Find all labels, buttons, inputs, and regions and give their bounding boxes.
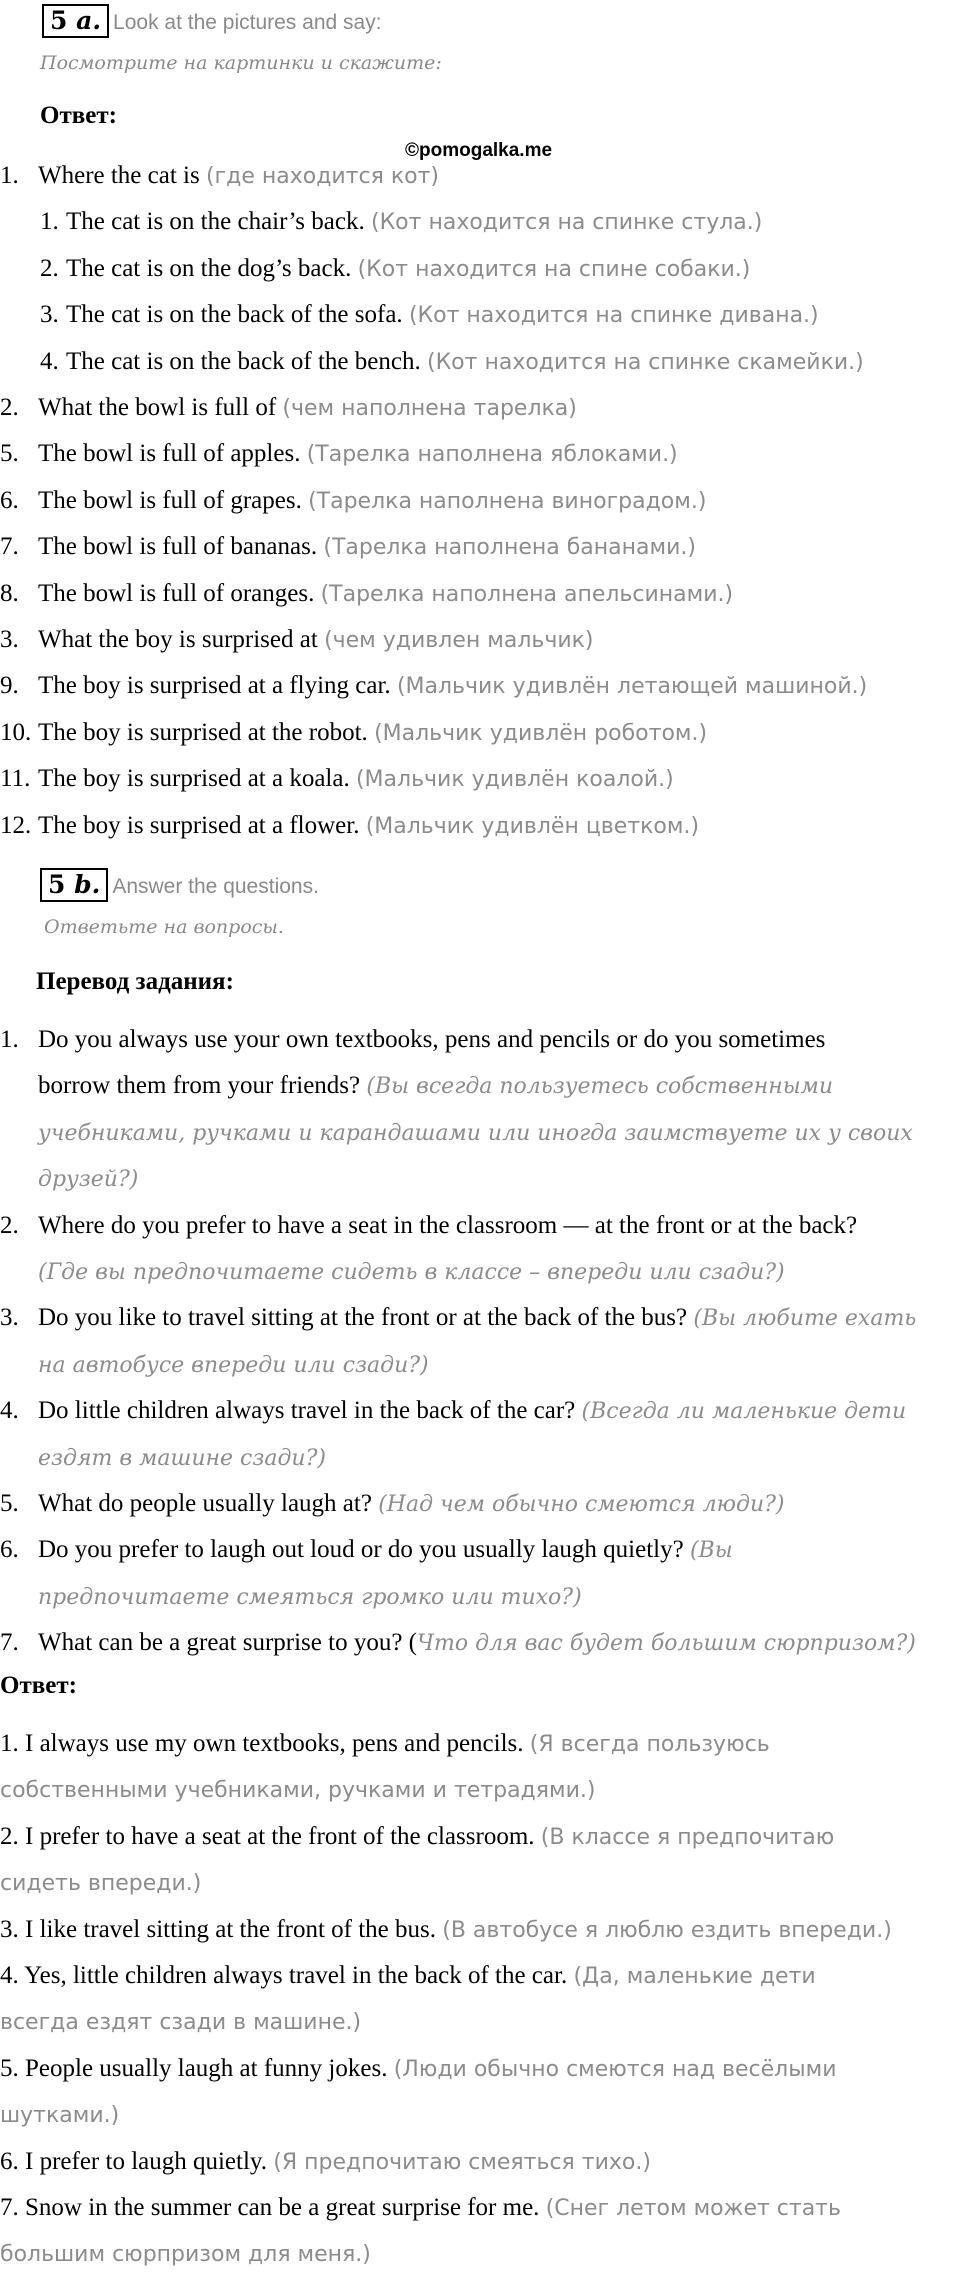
- item-text-ru: (Кот находится на спине собаки.): [357, 256, 751, 282]
- question-text-en: borrow them from your friends?: [38, 1072, 367, 1100]
- question-line: [0, 1527, 733, 1574]
- answer-text-en: 1. I always use my own textbooks, pens and pencils.: [0, 1730, 530, 1757]
- item-text-ru: (Мальчик удивлён цветком.): [365, 813, 700, 839]
- task-b-answer-heading: Ответ:: [0, 1672, 77, 1699]
- question-line: [0, 1295, 916, 1342]
- item-text-en: The bowl is full of bananas.: [38, 533, 324, 561]
- item-text-en: The bowl is full of oranges.: [38, 579, 321, 607]
- answer-line: [0, 2231, 371, 2278]
- item-text-ru: (Кот находится на спинке дивана.): [408, 303, 819, 329]
- item-text-en: The bowl is full of apples.: [38, 440, 307, 468]
- item-text-en: Where the cat is: [38, 162, 206, 189]
- item-text-ru: (Тарелка наполнена яблоками.): [306, 442, 678, 468]
- item-text-ru: (Кот находится на спинке скамейки.): [426, 349, 864, 375]
- answer-text-ru: (Я предпочитаю смеяться тихо.): [273, 2149, 651, 2175]
- task-b-instruction-en: Answer the questions.: [112, 875, 319, 898]
- item-text-ru: (чем удивлен мальчик): [324, 628, 594, 653]
- answer-text-ru: (Да, маленькие дети: [573, 1964, 816, 1989]
- task-a-row: [40, 339, 864, 386]
- task-a-instruction-ru: Посмотрите на картинки и скажите:: [40, 52, 442, 74]
- question-line: [0, 1620, 916, 1667]
- item-number: 2.: [40, 254, 59, 282]
- question-line: [0, 1342, 429, 1389]
- question-text-en: What can be a great surprise to you? (: [38, 1629, 418, 1657]
- answer-text-ru: сидеть впереди.): [0, 1871, 202, 1897]
- task-b-translation-heading: Перевод задания:: [36, 968, 234, 995]
- task-a-row: [0, 803, 699, 850]
- answer-text-en: 5. People usually laugh at funny jokes.: [0, 2054, 394, 2082]
- question-text-ru: (Вы всегда пользуетесь собственными: [366, 1074, 834, 1100]
- question-text-ru: предпочитаете смеяться громко или тихо?): [38, 1584, 582, 1610]
- question-text-en: Where do you prefer to have a seat in the classroom — at the front or at the back?: [38, 1211, 858, 1239]
- question-line: [0, 1249, 785, 1296]
- task-a-row: [0, 153, 439, 200]
- task-a-row: [0, 478, 706, 525]
- question-text-en: Do you prefer to laugh out loud or do you usually laugh quietly?: [38, 1536, 690, 1564]
- task-b-label-letter: b.: [74, 870, 101, 899]
- item-number: 6.: [0, 486, 19, 514]
- question-text-en: Do you always use your own textbooks, pens and pencils or do you sometimes: [38, 1026, 826, 1053]
- answer-line: [0, 2185, 841, 2232]
- question-text-ru: Что для вас будет большим сюрпризом?): [417, 1631, 916, 1657]
- question-number: 1.: [0, 1026, 19, 1053]
- question-line: [0, 1203, 857, 1249]
- answer-text-en: 7. Snow in the summer can be a great surprise for me.: [0, 2194, 546, 2221]
- item-text-en: The cat is on the back of the sofa.: [66, 301, 409, 329]
- task-a-row: [0, 756, 674, 803]
- task-a-row: [0, 385, 577, 432]
- task-a-label: [42, 4, 109, 38]
- question-text-ru: учебниками, ручками и карандашами или иногда заимствуете их у своих: [38, 1120, 913, 1146]
- item-number: 12.: [0, 811, 32, 839]
- answer-line: [0, 2046, 837, 2093]
- question-line: [0, 1110, 913, 1157]
- item-text-ru: (Мальчик удивлён коалой.): [355, 767, 674, 793]
- answer-text-ru: (В автобусе я люблю ездить впереди.): [442, 1917, 892, 1943]
- question-text-ru: (Вы любите ехать: [693, 1306, 917, 1332]
- answer-line: [0, 1721, 770, 1768]
- task-b-instruction-ru: Ответьте на вопросы.: [44, 916, 284, 938]
- question-line: [0, 1156, 138, 1203]
- question-number: 7.: [0, 1629, 19, 1657]
- item-text-en: The boy is surprised at a koala.: [38, 765, 356, 793]
- answer-line: [0, 1953, 816, 2000]
- task-a-row: [40, 292, 819, 339]
- answer-text-ru: (Снег летом может стать: [545, 2196, 841, 2221]
- item-number: 2.: [0, 394, 19, 421]
- answer-line: [0, 1814, 834, 1861]
- question-line: [0, 1063, 833, 1110]
- task-a-answer-heading: Ответ:: [40, 102, 117, 129]
- item-text-ru: (чем наполнена тарелка): [282, 396, 577, 421]
- question-text-en: What do people usually laugh at?: [38, 1490, 379, 1517]
- watermark: ©pomogalka.me: [405, 140, 553, 161]
- task-a-row: [0, 571, 733, 618]
- item-text-en: The cat is on the chair’s back.: [66, 208, 371, 236]
- item-number: 7.: [0, 533, 19, 561]
- answer-text-en: 4. Yes, little children always travel in the back of the car.: [0, 1962, 574, 1989]
- question-text-ru: (Вы: [689, 1538, 733, 1564]
- answer-text-en: 6. I prefer to laugh quietly.: [0, 2147, 274, 2175]
- item-number: 3.: [40, 301, 59, 329]
- answer-text-ru: (Я всегда пользуюсь: [529, 1732, 770, 1757]
- item-text-ru: (где находится кот): [205, 164, 439, 189]
- question-text-ru: друзей?): [38, 1167, 139, 1193]
- answer-text-ru: (Люди обычно смеются над весёлыми: [393, 2056, 837, 2082]
- answer-line: [0, 1767, 595, 1814]
- item-text-ru: (Тарелка наполнена виноградом.): [308, 488, 707, 514]
- answer-line: [0, 1999, 361, 2046]
- question-text-ru: (Где вы предпочитаете сидеть в классе – впереди или сзади?): [38, 1260, 785, 1285]
- question-line: [0, 1388, 906, 1435]
- task-a-row: [0, 710, 707, 757]
- answer-text-ru: (В классе я предпочитаю: [540, 1824, 835, 1850]
- question-line: [0, 1017, 825, 1063]
- question-text-ru: на автобусе впереди или сзади?): [38, 1352, 429, 1378]
- question-text-ru: (Всегда ли маленькие дети: [581, 1399, 907, 1425]
- task-a-instruction-en: Look at the pictures and say:: [113, 11, 382, 34]
- answer-line: [0, 2139, 651, 2186]
- task-b-label-number: 5: [48, 870, 66, 899]
- answer-text-en: 2. I prefer to have a seat at the front of the classroom.: [0, 1822, 541, 1850]
- task-a-row: [0, 617, 594, 664]
- answer-line: [0, 1860, 201, 1907]
- item-number: 8.: [0, 579, 19, 607]
- item-text-en: What the boy is surprised at: [38, 626, 325, 653]
- item-text-en: The boy is surprised at a flying car.: [38, 672, 397, 700]
- question-line: [0, 1481, 785, 1528]
- item-number: 1.: [40, 208, 59, 236]
- question-number: 4.: [0, 1397, 19, 1425]
- question-number: 2.: [0, 1211, 19, 1239]
- answer-text-ru: шутками.): [0, 2103, 120, 2129]
- answer-text-en: 3. I like travel sitting at the front of the bus.: [0, 1915, 443, 1943]
- question-number: 6.: [0, 1536, 19, 1564]
- item-text-ru: (Мальчик удивлён роботом.): [374, 720, 708, 746]
- task-a-row: [40, 246, 750, 293]
- answer-text-ru: большим сюрпризом для меня.): [0, 2242, 371, 2268]
- answer-text-ru: всегда ездят сзади в машине.): [0, 2010, 362, 2036]
- item-text-en: The cat is on the dog’s back.: [66, 254, 358, 282]
- task-a-row: [0, 431, 678, 478]
- task-a-row: [0, 663, 867, 710]
- item-text-en: The boy is surprised at a flower.: [38, 811, 366, 839]
- item-number: 10.: [0, 718, 32, 746]
- question-text-en: Do you like to travel sitting at the front or at the back of the bus?: [38, 1304, 694, 1332]
- question-line: [0, 1435, 326, 1482]
- task-b-header: [40, 868, 319, 902]
- task-a-header: [42, 4, 382, 38]
- question-number: 3.: [0, 1304, 19, 1332]
- answer-line: [0, 1907, 892, 1954]
- task-a-row: [0, 524, 696, 571]
- item-number: 9.: [0, 672, 19, 700]
- item-number: 5.: [0, 440, 19, 468]
- item-text-ru: (Мальчик удивлён летающей машиной.): [396, 674, 868, 700]
- item-text-en: The boy is surprised at the robot.: [38, 718, 375, 746]
- item-text-en: What the bowl is full of: [38, 394, 283, 421]
- question-number: 5.: [0, 1490, 19, 1517]
- answer-text-ru: собственными учебниками, ручками и тетрадями.): [0, 1778, 596, 1804]
- task-a-row: [40, 199, 762, 246]
- question-text-ru: ездят в машине сзади?): [38, 1445, 326, 1471]
- task-a-label-number: 5: [50, 6, 68, 35]
- item-number: 3.: [0, 626, 19, 653]
- question-line: [0, 1574, 582, 1621]
- item-text-ru: (Тарелка наполнена апельсинами.): [320, 581, 734, 607]
- question-text-ru: (Над чем обычно смеются люди?): [378, 1492, 785, 1517]
- item-number: 1.: [0, 162, 19, 189]
- answer-line: [0, 2092, 119, 2139]
- task-b-label: [40, 868, 108, 902]
- question-text-en: Do little children always travel in the back of the car?: [38, 1397, 582, 1425]
- item-text-ru: (Кот находится на спинке стула.): [370, 210, 763, 236]
- item-text-ru: (Тарелка наполнена бананами.): [323, 535, 696, 561]
- item-number: 4.: [40, 347, 59, 375]
- task-a-label-letter: a.: [76, 6, 102, 35]
- item-text-en: The bowl is full of grapes.: [38, 486, 309, 514]
- item-number: 11.: [0, 765, 31, 793]
- item-text-en: The cat is on the back of the bench.: [66, 347, 427, 375]
